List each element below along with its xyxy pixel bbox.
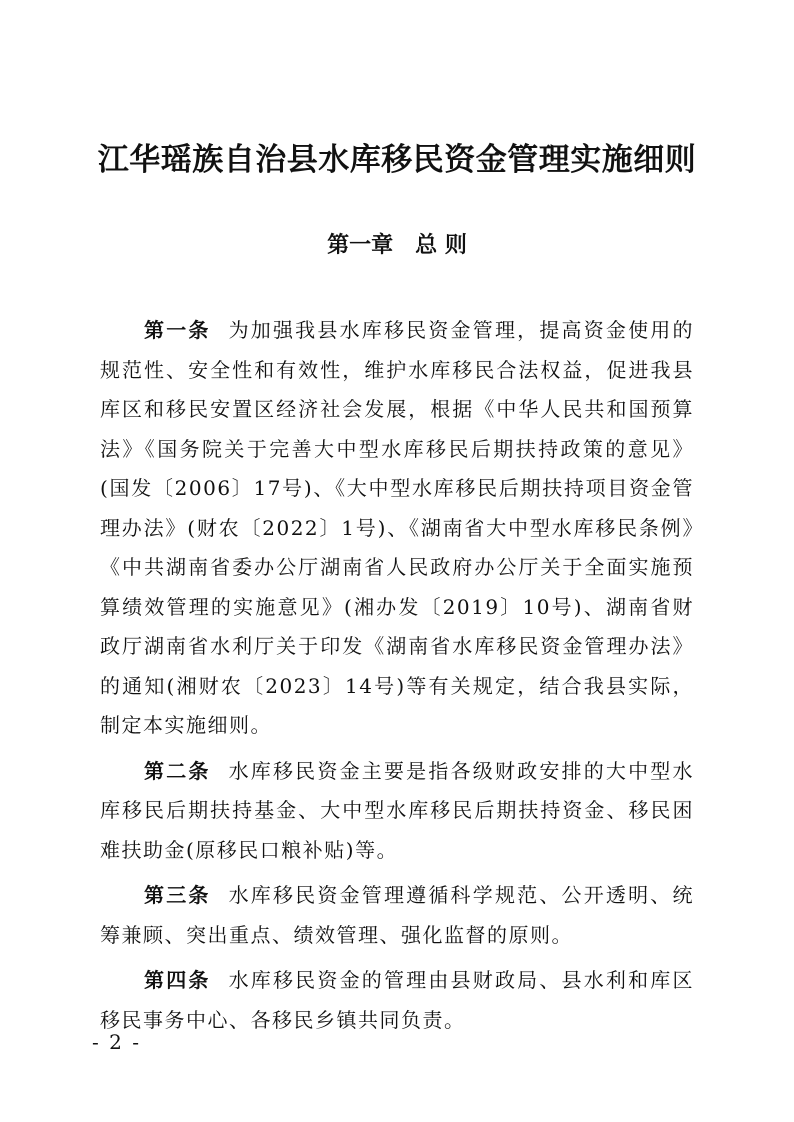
page-number: - 2 - (92, 1030, 141, 1054)
article-number: 第二条 (144, 758, 211, 783)
article-text: 水库移民资金管理遵循科学规范、公开透明、统筹兼顾、突出重点、绩效管理、强化监督的原则。 (100, 883, 695, 947)
document-body (100, 311, 694, 1046)
chapter-heading (0, 230, 794, 262)
chapter-number: 第一章 (327, 233, 394, 258)
article-text: 为加强我县水库移民资金管理，提高资金使用的规范性、安全性和有效性，维护水库移民合法权益，促进我县库区和移民安置区经济社会发展，根据《中华人民共和国预算法》《国务院关于完善大中型水库移民后期扶持政策的意见》(国发〔2006〕17号)、《大中型水库移民后期扶持项目资金管理办法》(财农〔2022〕1号)、《湖南省大中型水库移民条例》《中共湖南省委办公厅湖南省人民政府办公厅关于全面实施预算绩效管理的实施意见》(湘办发〔2019〕10号)、湖南省财政厅湖南省水利厅关于印发《湖南省水库移民资金管理办法》的通知(湘财农〔2023〕14号)等有关规定，结合我县实际，制定本实施细则。 (100, 318, 695, 737)
document-title: 江华瑶族自治县水库移民资金管理实施细则 (97, 142, 697, 178)
article-1 (100, 311, 694, 746)
article-3 (100, 876, 694, 955)
chapter-name: 总 则 (415, 233, 467, 258)
article-2 (100, 752, 694, 871)
article-4 (100, 961, 694, 1040)
article-text: 水库移民资金的管理由县财政局、县水利和库区移民事务中心、各移民乡镇共同负责。 (100, 968, 695, 1032)
article-text: 水库移民资金主要是指各级财政安排的大中型水库移民后期扶持基金、大中型水库移民后期扶持资金、移民困难扶助金(原移民口粮补贴)等。 (100, 758, 695, 862)
article-number: 第一条 (144, 318, 211, 342)
article-number: 第三条 (144, 883, 211, 907)
article-number: 第四条 (144, 968, 211, 992)
